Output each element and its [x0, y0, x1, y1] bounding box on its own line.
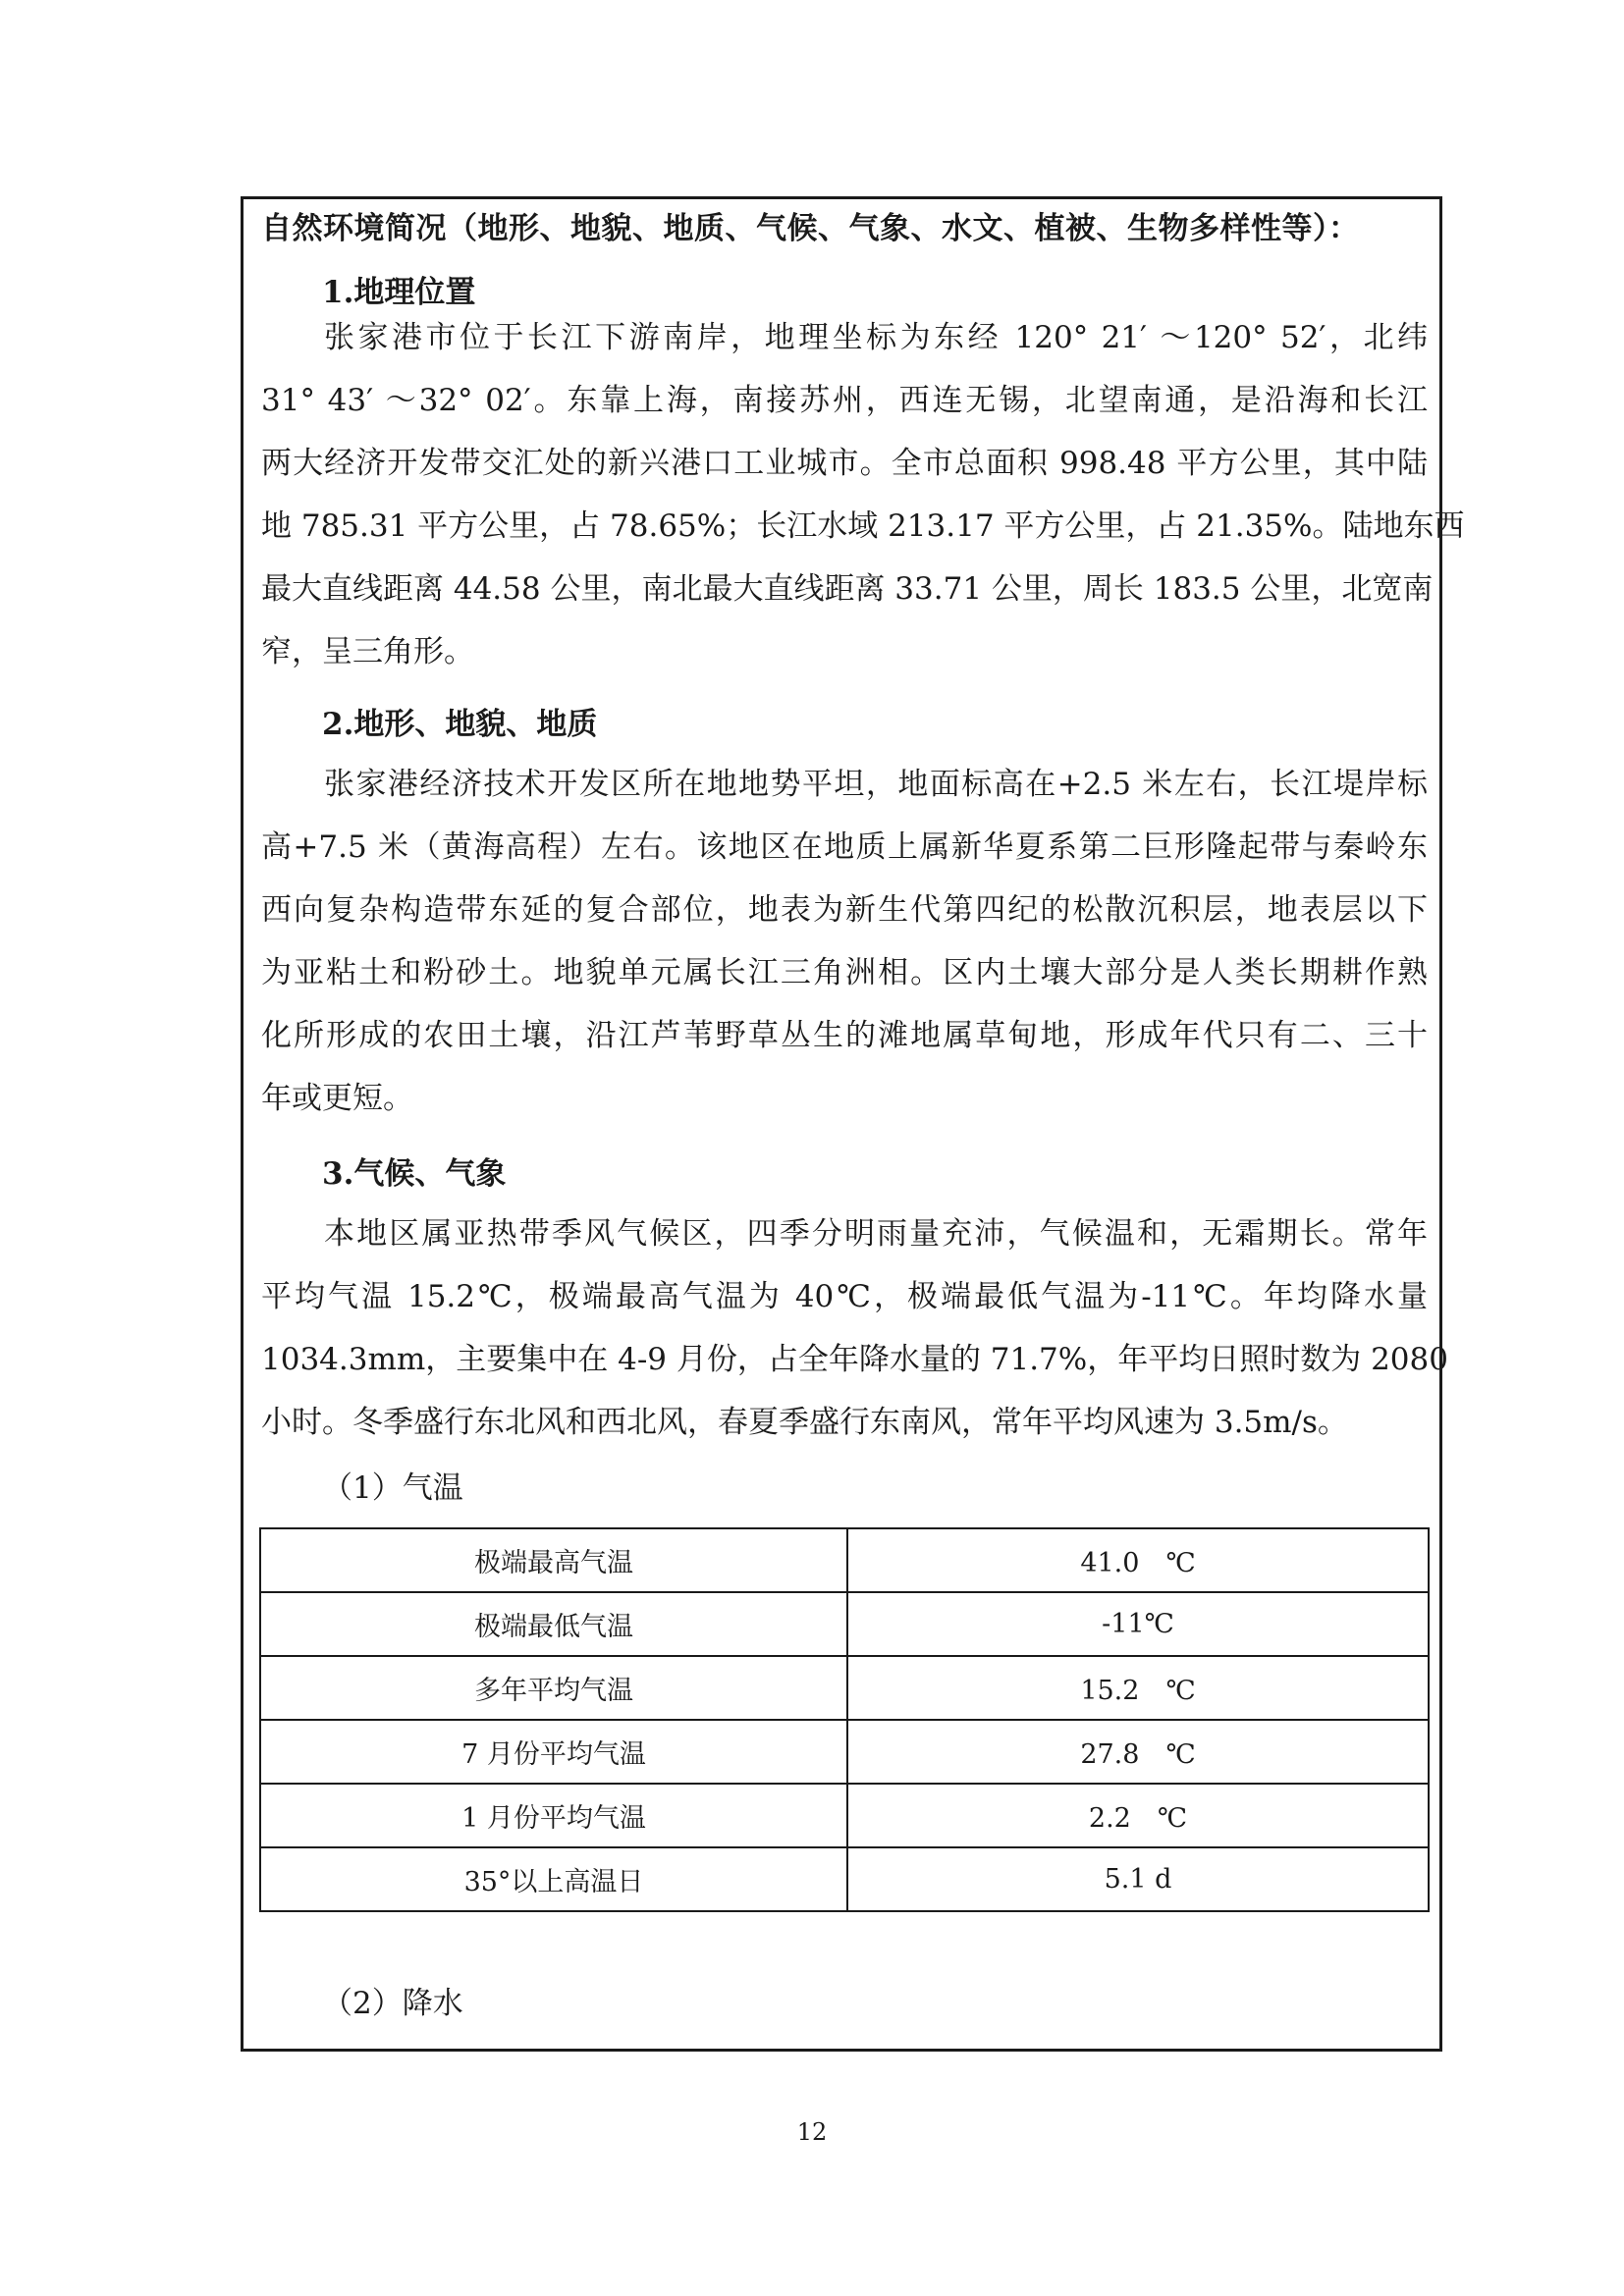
temperature-table — [259, 1527, 1430, 1912]
table-cell-label: 极端最低气温 — [260, 1592, 847, 1656]
table-cell-label: 多年平均气温 — [260, 1656, 847, 1720]
paragraph-line: 化所形成的农田土壤，沿江芦苇野草丛生的滩地属草甸地，形成年代只有二、三十 — [261, 1018, 1428, 1053]
table-cell-value: 27.8 ℃ — [847, 1720, 1429, 1784]
table-cell-label: 1 月份平均气温 — [260, 1784, 847, 1847]
subheading-temperature: （1）气温 — [322, 1470, 463, 1506]
section-header: 自然环境简况（地形、地貌、地质、气候、气象、水文、植被、生物多样性等）： — [261, 211, 1360, 246]
heading-geographic-location: 1.地理位置 — [322, 275, 476, 310]
table-cell-value: 2.2 ℃ — [847, 1784, 1429, 1847]
subheading-precipitation: （2）降水 — [322, 1986, 463, 2021]
heading-climate: 3.气候、气象 — [322, 1156, 507, 1192]
paragraph-line: 最大直线距离 44.58 公里，南北最大直线距离 33.71 公里，周长 183.5 公里，北宽南 — [261, 571, 1434, 607]
table-cell-value: -11℃ — [847, 1592, 1429, 1656]
paragraph-line: 西向复杂构造带东延的复合部位，地表为新生代第四纪的松散沉积层，地表层以下 — [261, 892, 1428, 928]
table-cell-value: 5.1 d — [847, 1847, 1429, 1911]
paragraph-line: 高+7.5 米（黄海高程）左右。该地区在地质上属新华夏系第二巨形隆起带与秦岭东 — [261, 829, 1428, 865]
content-frame — [241, 196, 1465, 2052]
table-cell-value: 41.0 ℃ — [847, 1528, 1429, 1592]
table-row — [260, 1656, 1429, 1720]
paragraph-line: 年或更短。 — [261, 1081, 413, 1116]
table-cell-label: 7 月份平均气温 — [260, 1720, 847, 1784]
paragraph-line: 小时。冬季盛行东北风和西北风，春夏季盛行东南风，常年平均风速为 3.5m/s。 — [261, 1405, 1348, 1440]
paragraph-line: 为亚粘土和粉砂土。地貌单元属长江三角洲相。区内土壤大部分是人类长期耕作熟 — [261, 955, 1428, 990]
table-cell-label: 极端最高气温 — [260, 1528, 847, 1592]
paragraph-line: 平均气温 15.2℃，极端最高气温为 40℃，极端最低气温为-11℃。年均降水量 — [261, 1279, 1428, 1314]
heading-terrain: 2.地形、地貌、地质 — [322, 707, 598, 742]
paragraph-line: 两大经济开发带交汇处的新兴港口工业城市。全市总面积 998.48 平方公里，其中陆 — [261, 446, 1428, 481]
table-cell-label: 35°以上高温日 — [260, 1847, 847, 1911]
table-row — [260, 1784, 1429, 1847]
table-row — [260, 1720, 1429, 1784]
table-row — [260, 1528, 1429, 1592]
paragraph-line: 张家港经济技术开发区所在地地势平坦，地面标高在+2.5 米左右，长江堤岸标 — [324, 767, 1428, 802]
table-row — [260, 1847, 1429, 1911]
paragraph-line: 31° 43′ ～32° 02′。东靠上海，南接苏州，西连无锡，北望南通，是沿海和长江 — [261, 383, 1428, 418]
page-number: 12 — [796, 2118, 828, 2146]
paragraph-line: 张家港市位于长江下游南岸，地理坐标为东经 120° 21′ ～120° 52′，北纬 — [324, 320, 1428, 355]
table-row — [260, 1592, 1429, 1656]
paragraph-line: 1034.3mm，主要集中在 4-9 月份，占全年降水量的 71.7%，年平均日照时数为 2080 — [261, 1342, 1448, 1377]
table-cell-value: 15.2 ℃ — [847, 1656, 1429, 1720]
paragraph-line: 地 785.31 平方公里，占 78.65%；长江水域 213.17 平方公里，占 21.35%。陆地东西 — [261, 508, 1465, 544]
paragraph-line: 本地区属亚热带季风气候区，四季分明雨量充沛，气候温和，无霜期长。常年 — [324, 1216, 1428, 1252]
paragraph-line: 窄，呈三角形。 — [261, 634, 474, 669]
